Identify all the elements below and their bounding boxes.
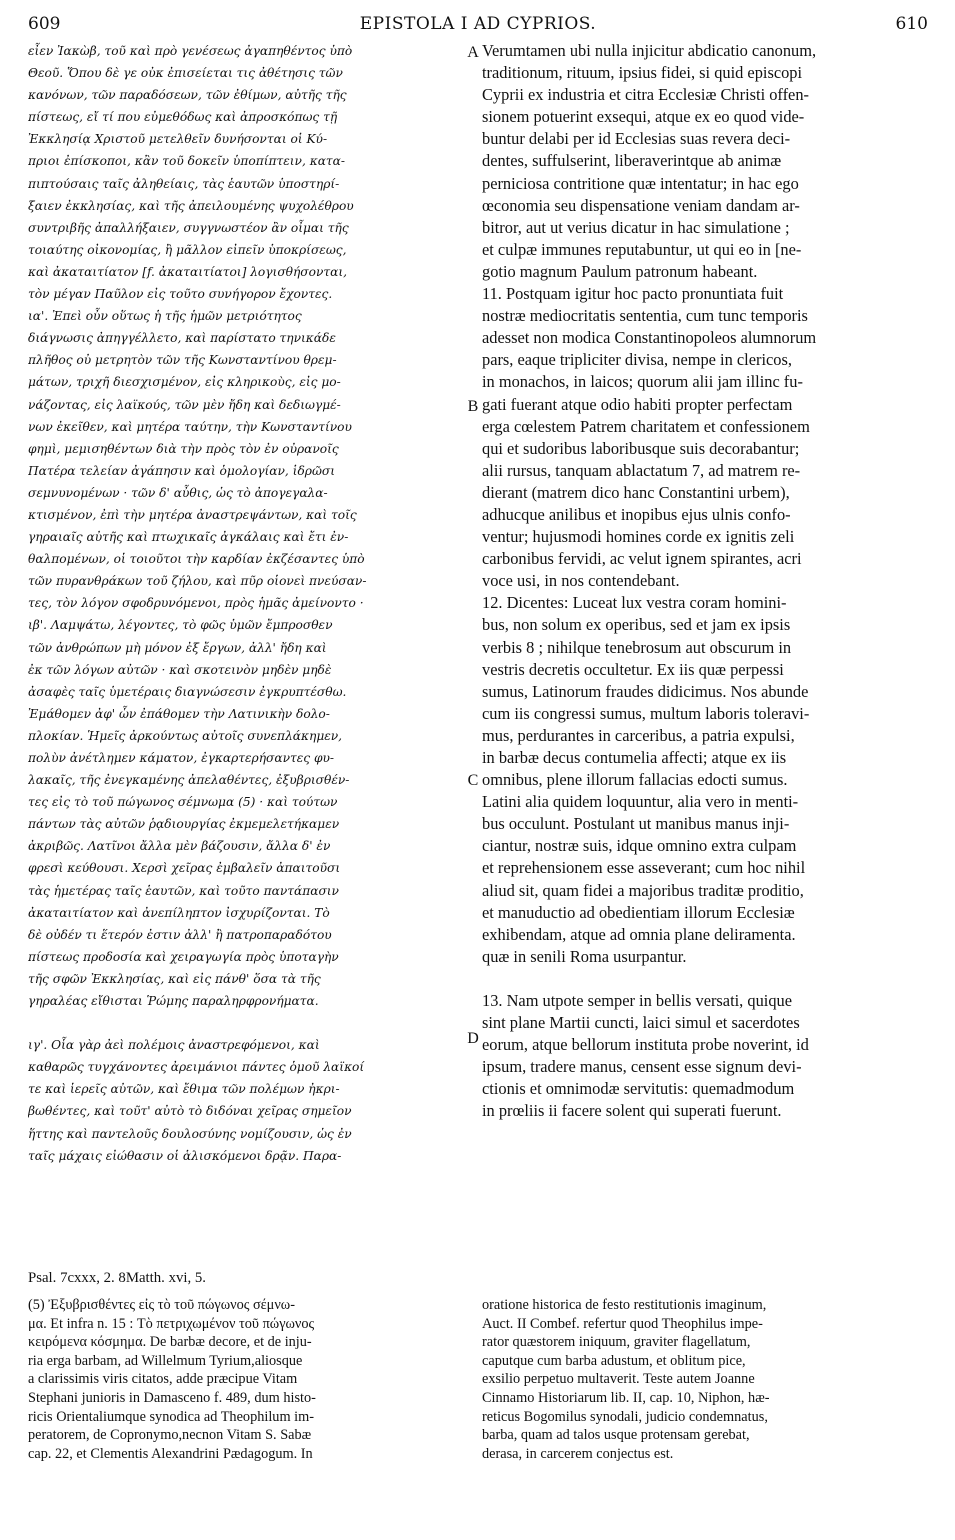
text-line: Ἐκκλησίᾳ Χριστοῦ μετελθεῖν δυνήσονται οἱ Κύ- — [28, 132, 328, 147]
text-line: ctionis et omnimodæ servitutis: quemadmodum — [482, 1079, 795, 1099]
text-line: πλῆθος οὐ μετρητὸν τῶν τῆς Κωνσταντίνου θρεμ- — [28, 353, 337, 368]
text-line: καθαρῶς τυγχάνοντες ἀρειμάνιοι πάντες ὁμοῦ λαϊκοί — [28, 1060, 365, 1075]
text-line: et culpæ immunes reputabuntur, ut qui eo in [ne- — [482, 239, 802, 259]
text-line: κανόνων, τῶν παραδόσεων, τῶν ἐθίμων, αὐτῆς τῆς — [28, 88, 347, 103]
greek-text-column — [28, 40, 460, 1250]
text-line: ια'. Ἐπεὶ οὖν οὕτως ἡ τῆς ἡμῶν μετριότητος — [28, 309, 302, 324]
text-line: mus, perdurantes in carceribus, a patria expulsi, — [482, 725, 795, 745]
paragraph-gap — [482, 968, 922, 990]
text-line: Verumtamen ubi nulla injicitur abdicatio canonum, — [482, 41, 817, 60]
text-line: ipsum, tradere manus, censent esse signum devi- — [482, 1057, 802, 1077]
text-line: πίστεως, εἴ τί που εὐμεθόδως καὶ ἀπροσκόπως τῇ — [28, 110, 338, 125]
text-line: in monachos, in laicos; quorum alii jam illinc fu- — [482, 372, 803, 392]
text-line: θαλπομένων, οἱ τοιοῦτοι τὴν καρδίαν ἐκζέσαντες ὑπὸ — [28, 552, 365, 567]
paragraph-gap — [28, 1012, 460, 1034]
text-line: oratione historica de festo restitutionis imaginum, — [482, 1297, 767, 1313]
text-line: ταῖς μάχαις εἰώθασιν οἱ ἁλισκόμενοι δρᾷν. Παρα- — [28, 1148, 342, 1163]
text-line: Latini alia quidem loquuntur, alia vero in menti- — [482, 792, 799, 812]
text-line: gati fuerant atque odio habiti propter perfectam — [482, 394, 793, 414]
text-line: vestris decretis occultetur. Ex iis quæ perpessi — [482, 659, 784, 679]
text-line: Cyprii ex industria et citra Ecclesiæ Christi offen- — [482, 85, 809, 105]
text-line: œconomia seu dispensatione veniam dandam ar- — [482, 195, 800, 215]
text-line: qui et sudoribus laboribusque suis decorabantur; — [482, 438, 800, 458]
text-line: Ἐμάθομεν ἀφ' ὧν ἐπάθομεν τὴν Λατινικὴν δολο- — [28, 706, 330, 721]
text-line: quæ in senili Roma usurpantur. — [482, 946, 687, 966]
text-line: γηραιαῖς αὐτῆς καὶ πτωχικαῖς ἀγκάλαις καὶ ἔτι ἐν- — [28, 530, 349, 545]
text-line: sint plane Martii cuncti, laici simul et sacerdotes — [482, 1013, 800, 1033]
text-line: aliud sit, quam fidei a majoribus traditæ proditio, — [482, 880, 804, 900]
text-line: τε καὶ ἱερεῖς αὐτῶν, καὶ ἔθιμα τῶν πολέμων ἠκρι- — [28, 1082, 340, 1097]
page-header — [28, 14, 928, 36]
margin-marker-c: C — [467, 772, 479, 789]
text-line: sumus, Latinorum fraudes didicimus. Nos abunde — [482, 681, 809, 701]
text-line: cum iis congressi sumus, multum laboris toleravi- — [482, 703, 810, 723]
text-line: peratorem, de Copronymo,necnon Vitam S. Sabæ — [28, 1427, 312, 1444]
text-line: gotio magnum Paulum patronum habeant. — [482, 261, 758, 281]
text-line: μάτων, τριχῆ διεσχισμένον, εἰς κληρικοὺς, εἰς μο- — [28, 375, 341, 390]
text-line: adhucque anilibus et inopibus ejus ulnis confo- — [482, 504, 791, 524]
text-line: τες εἰς τὸ τοῦ πώγωνος σέμνωμα (5) · καὶ τούτων — [28, 795, 338, 810]
latin-text-column — [482, 40, 922, 1250]
text-line: exhibendam, atque ad omnia plane deliramenta. — [482, 924, 796, 944]
text-line: derasa, in carcerem conjectus est. — [482, 1445, 674, 1462]
text-line: τοιαύτης οἰκονομίας, ἢ μᾶλλον εἰπεῖν ὑποκρίσεως, — [28, 242, 347, 257]
text-line: πριοι ἐπίσκοποι, κἂν τοῦ δοκεῖν ὑποπίπτειν, κατα- — [28, 154, 346, 169]
text-line: πίστεως προδοσία καὶ χειραγωγία πρὸς ὑποταγὴν — [28, 949, 339, 964]
text-line: συντριβῆς ἀπαλλήξαιεν, συγγνωστέον ἂν οἶμαι τῆς — [28, 220, 349, 235]
text-line: in prœliis ii facere solent qui superati fuerunt. — [482, 1101, 782, 1121]
text-line: καὶ ἀκαταιτίατον [f. ἀκαταιτίατοι] λογισθήσονται, — [28, 264, 347, 279]
text-line: πιπτούσαις ταῖς ἀληθείαις, τὰς ἑαυτῶν ὑποστηρί- — [28, 176, 340, 191]
text-line: εἶεν Ἰακὼβ, τοῦ καὶ πρὸ γενέσεως ἀγαπηθέντος ὑπὸ — [28, 44, 353, 58]
text-line: ἀκαταιτίατον καὶ ἀνεπίληπτον ἰσχυρίζονται. Τὸ — [28, 905, 330, 920]
text-line: νάζοντας, εἰς λαϊκούς, τῶν μὲν ἤδη καὶ δεδιωγμέ- — [28, 397, 341, 412]
text-line: σεμνυνομένων · τῶν δ' αὖθις, ὡς τὸ ἀπογεγαλα- — [28, 485, 328, 500]
text-line: omnibus, plene illorum fallacias edocti sumus. — [482, 770, 788, 790]
text-line: traditionum, rituum, ipsius fidei, si quid episcopi — [482, 63, 803, 83]
text-line: λακαῖς, τῆς ἐνεγκαμένης ἀπελαθέντες, ἐξυβρισθέν- — [28, 773, 350, 788]
text-line: διάγνωσις ἀπηγγέλλετο, καὶ παρίστατο τηνικάδε — [28, 331, 336, 346]
text-line: Πατέρα τελείαν ἀγάπησιν καὶ ὁμολογίαν, ἱδρῶσι — [28, 463, 335, 478]
text-line: perniciosa contritione quæ intentatur; in hac ego — [482, 173, 799, 193]
text-line: νων ἐκεῖθεν, καὶ μητέρα ταύτην, τὴν Κωνσταντίνου — [28, 419, 352, 434]
text-line: reticus Bogomilus synodali, judicio condemnatus, — [482, 1408, 768, 1425]
text-line: carbonibus fervidi, ac velut ignem spirantes, acri — [482, 549, 802, 569]
text-line: nostræ mediocritatis sententia, cum tunc temporis — [482, 306, 808, 326]
text-line: buntur delabi per id Ecclesias suas revera deci- — [482, 129, 791, 149]
text-line: bitror, aut ut verius dicatur in hac simulatione ; — [482, 217, 790, 237]
text-line: ιγ'. Οἷα γὰρ ἀεὶ πολέμοις ἀναστρεφόμενοι, καὶ — [28, 1038, 320, 1053]
text-line: τῆς σφῶν Ἐκκλησίας, καὶ εἰς πάνθ' ὅσα τὰ τῆς — [28, 971, 321, 986]
text-line: ἐκ τῶν λόγων αὐτῶν · καὶ σκοτεινὸν μηδὲν μηδὲ — [28, 662, 332, 677]
text-line: voce usi, in nos contendebant. — [482, 571, 680, 591]
text-line: Θεοῦ. Ὅπου δὲ γε οὐκ ἐπισείεται τις ἀθέτησις τῶν — [28, 66, 343, 81]
text-line: alii rursus, tanquam ablactatum 7, ad matrem re- — [482, 460, 801, 480]
text-line: κτισμένον, ἐπὶ τὴν μητέρα ἀναστρεψάντων, καὶ τοῖς — [28, 507, 357, 522]
text-line: ἀσαφὲς ταῖς ὑμετέραις διαγνώσεσιν ἐγκρυπτέσθω. — [28, 684, 347, 699]
text-line: 12. Dicentes: Luceat lux vestra coram homini- — [482, 593, 787, 613]
text-line: Stephani junioris in Damasceno f. 489, dum histo- — [28, 1389, 316, 1406]
text-line: ἀκριβῶς. Λατῖνοι ἄλλα μὲν βάζουσιν, ἄλλα δ' ἐν — [28, 839, 331, 854]
text-line: Auct. II Combef. refertur quod Theophilus impe- — [482, 1315, 763, 1332]
text-line: sionem potuerint exsequi, atque ex eo quod vide- — [482, 107, 805, 127]
text-line: ξαιεν ἐκκλησίας, καὶ τῆς ἀπειλουμένης ψυχολέθρου — [28, 198, 354, 213]
text-line: et manuductio ad obedientiam illorum Ecclesiæ — [482, 902, 795, 922]
text-line: τὰς ἡμετέρας ταῖς ἑαυτῶν, καὶ τοῦτο παντάπασιν — [28, 883, 339, 898]
text-line: τες, τὸν λόγον σφοδρυνόμενοι, πρὸς ἡμᾶς ἀμείνοντο · — [28, 596, 364, 611]
text-line: bus occulunt. Postulant ut manibus manus inji- — [482, 814, 790, 834]
page-number-left: 609 — [28, 14, 61, 34]
text-line: cap. 22, et Clementis Alexandrini Pædagogum. In — [28, 1445, 313, 1462]
text-line: ria erga barbam, ad Willelmum Tyrium,aliosque — [28, 1352, 303, 1369]
text-line: (5) Ἐξυβρισθέντες εἰς τὸ τοῦ πώγωνος σέμνω- — [28, 1297, 295, 1313]
margin-marker-d: D — [467, 1030, 479, 1047]
text-line: μα. Et infra n. 15 : Τὸ πετριχωμένον τοῦ πώγωνος — [28, 1315, 315, 1332]
text-line: ciantur, nostræ suis, idque omnino extra culpam — [482, 836, 797, 856]
text-line: a clarissimis viris citatos, adde præcipue Vitam — [28, 1371, 298, 1388]
text-line: 13. Nam utpote semper in bellis versati, quique — [482, 990, 792, 1010]
text-line: pars, eaque tripliciter divisa, nempe in clericos, — [482, 350, 792, 370]
text-line: ricis Orientaliumque synodica ad Theophilum im- — [28, 1408, 315, 1425]
footnote-right-column — [482, 1296, 922, 1518]
text-line: βωθέντες, καὶ τοῦτ' αὐτὸ τὸ διδόναι χεῖρας σημεῖον — [28, 1104, 352, 1119]
text-line: bus, non solum ex operibus, sed et jam ex ipsis — [482, 615, 791, 635]
scripture-references: Psal. 7cxxx, 2. 8Matth. xvi, 5. — [28, 1270, 206, 1286]
text-line: γηραλέας εἴθισται Ῥώμης παραληρφρονήματα. — [28, 994, 319, 1009]
text-line: caputque cum barba adustum, et oblitum pice, — [482, 1352, 746, 1369]
text-line: dierant (matrem dico hanc Constantini urbem), — [482, 482, 790, 502]
text-line: in barbæ decus contumelia affecti; atque ex iis — [482, 748, 787, 767]
text-line: eorum, atque bellorum instituta probe noverint, id — [482, 1035, 809, 1055]
text-line: 11. Postquam igitur hoc pacto pronuntiata fuit — [482, 284, 784, 304]
margin-marker-a: A — [467, 44, 479, 61]
text-line: φημὶ, μεμισηθέντων διὰ τὴν πρὸς τὸν ἐν οὐρανοῖς — [28, 441, 339, 456]
text-line: ventur; hujusmodi homines corde ex ignitis zeli — [482, 527, 795, 547]
text-line: ἥττης καὶ παντελοῦς δουλοσύνης νομίζουσιν, ὡς ἐν — [28, 1126, 352, 1141]
text-line: dentes, suffulserint, liberaverintque ab animæ — [482, 151, 782, 171]
text-line: exsilio perpetuo multaverit. Teste autem Joanne — [482, 1371, 755, 1388]
margin-marker-b: B — [467, 398, 479, 415]
text-line: verbis 8 ; nihilque tenebrosum aut obscurum in — [482, 637, 792, 657]
text-line: et reprehensionem esse asseverant; cum hoc nihil — [482, 858, 806, 878]
text-line: τῶν πυρανθράκων τοῦ ζήλου, καὶ πῦρ οἱονεὶ πνεύσαν- — [28, 574, 367, 589]
text-line: πάντων τὰς αὐτῶν ῥᾳδιουργίας ἐκμεμελετήκαμεν — [28, 817, 340, 832]
footnote-left-column — [28, 1296, 460, 1518]
text-line: τὸν μέγαν Παῦλον εἰς τοῦτο συνήγορον ἔχοντες. — [28, 287, 333, 302]
text-line: barba, quam ad talos usque protensam gerebat, — [482, 1427, 750, 1444]
text-line: rator quæstorem iniquum, graviter flagellatum, — [482, 1334, 751, 1351]
running-title: EPISTOLA I AD CYPRIOS. — [359, 14, 597, 34]
text-line: erga cœlestem Patrem charitatem et confessionem — [482, 416, 810, 436]
page-number-right: 610 — [895, 14, 928, 34]
text-line: κειρόμενα κόσμημα. De barbæ decore, et de inju- — [28, 1334, 312, 1351]
text-line: φρεσὶ κεύθουσι. Χερσὶ χεῖρας ἐμβαλεῖν ἀπαιτοῦσι — [28, 861, 341, 876]
text-line: adesset non modica Constantinopoleos alumnorum — [482, 328, 817, 348]
text-line: ιβ'. Λαμψάτω, λέγοντες, τὸ φῶς ὑμῶν ἔμπροσθεν — [28, 618, 333, 633]
text-line: πολὺν ἀνέτλημεν κάματον, ἐγκαρτερήσαντες φυ- — [28, 751, 335, 765]
text-line: Cinnamo Historiarum lib. II, cap. 10, Niphon, hæ- — [482, 1389, 770, 1406]
text-line: δὲ οὐδέν τι ἕτερόν ἐστιν ἀλλ' ἢ πατροπαραδότου — [28, 927, 332, 942]
text-line: τῶν ἀνθρώπων μὴ μόνον ἐξ ἔργων, ἀλλ' ἤδη καὶ — [28, 640, 327, 655]
text-line: πλοκίαν. Ἡμεῖς ἀρκούντως αὐτοῖς συνεπλάκημεν, — [28, 728, 343, 743]
